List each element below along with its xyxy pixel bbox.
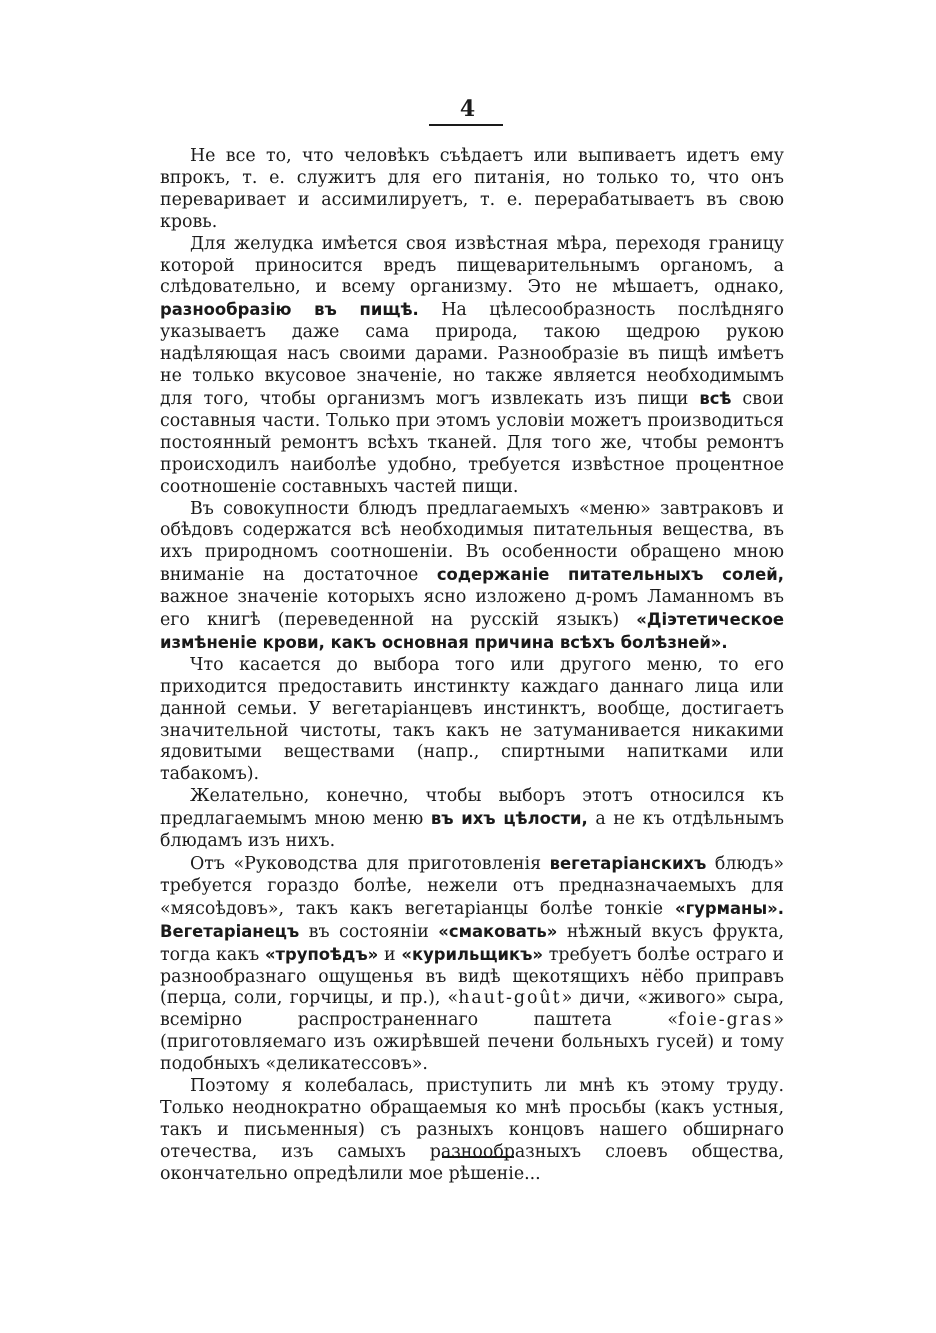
text-run: Желательно, конечно, чтобы выборъ этотъ относился къ предлагаемымъ мною меню (160, 786, 784, 830)
paragraph (160, 499, 784, 655)
body-text (160, 146, 784, 1186)
header-rule (429, 124, 503, 126)
text-run: » (приготовляемаго изъ ожирѣвшей печени больныхъ гусей) и тому подобныхъ «деликатессовъ». (160, 1010, 784, 1075)
text-run: На цѣлесообразность послѣдняго указываетъ даже сама природа, такою щедрою рукою надѣляющая насъ своими дарами. Разнообразіе въ пищѣ имѣетъ не только вкусовое значеніе, но также является необходимымъ для того, чтобы организмъ могъ извлекать изъ пищи (160, 300, 785, 409)
bold-emphasis: «курильщикъ» (401, 944, 543, 964)
paragraph (160, 853, 784, 1076)
text-run: блюдъ» требуется гораздо болѣе, нежели отъ предназначаемыхъ для «мясоѣдовъ», такъ какъ вегетаріанцы болѣе тонкіе (160, 854, 784, 919)
text-run: нѣжный вкусъ фрукта, тогда какъ (160, 921, 784, 965)
end-rule (442, 1156, 514, 1158)
text-run: Для желудка имѣется своя извѣстная мѣра, переходя границу которой приносится вредъ пищеварительнымъ органомъ, а слѣдовательно, и всему организму. Это не мѣшаетъ, однако, (160, 233, 784, 298)
text-run: Поэтому я колебалась, приступить ли мнѣ къ этому труду. Только неоднократно обращаемыя ко мнѣ просьбы (какъ устныя, такъ и письменныя) съ разныхъ концовъ нашего обширнаго отечества, изъ самыхъ разнообразныхъ слоевъ общества, окончательно опредѣлили мое рѣшеніе... (160, 1076, 784, 1184)
paragraph (160, 655, 784, 786)
bold-emphasis: разнообразію въ пищѣ. (160, 300, 419, 320)
bold-emphasis: содержаніе питательныхъ солей, (436, 565, 784, 585)
bold-emphasis: вегетаріанскихъ (549, 854, 707, 873)
text-run: свои составныя части. Только при этомъ условіи можетъ производиться постоянный ремонтъ всѣхъ тканей. Для того же, чтобы ремонтъ происходилъ наиболѣе удобно, требуется извѣстное процентное соотношеніе составныхъ частей пищи. (160, 388, 784, 497)
text-run: въ состояніи (299, 921, 439, 942)
bold-emphasis: «смаковать» (438, 921, 558, 941)
page-number: 4 (459, 96, 477, 122)
text-run: Не все то, что человѣкъ съѣдаетъ или выпиваетъ идетъ ему впрокъ, т. е. служитъ для его питанія, но только то, что онъ переваривает и ассимилируетъ, т. е. перерабатываетъ въ свою кровь. (160, 146, 784, 232)
paragraph (160, 234, 784, 499)
bold-emphasis: въ ихъ цѣлости, (430, 809, 588, 829)
text-run: и (378, 944, 402, 965)
bold-emphasis: всѣ (699, 388, 732, 408)
text-run: Что касается до выбора того или другого меню, то его приходится предоставить инстинкту каждаго даннаго лица или данной семьи. У вегетаріанцевъ инстинктъ, вообще, достигаетъ значительной чистоты, такъ какъ не затуманивается никакими ядовитыми веществами (напр., спиртными напитками или табакомъ). (160, 654, 784, 785)
paragraph (160, 146, 784, 234)
text-run: требуетъ болѣе остраго и разнообразнаго ощущенья въ видѣ щекотящихъ нёбо приправъ (перца, соли, горчицы, и пр.), « (160, 944, 785, 1009)
text-run: » дичи, «живого» сыра, всемірно распространеннаго паштета « (160, 988, 784, 1031)
spaced-emphasis: foie-gras (677, 1010, 774, 1031)
paragraph (160, 786, 784, 853)
spaced-emphasis: haut-goût (458, 988, 562, 1009)
text-run: Отъ «Руководства для приготовленія (190, 854, 550, 874)
text-run: важное значеніе которыхъ ясно изложено д-ромъ Ламанномъ въ его книгѣ (переведенной на русскій языкъ) (160, 587, 784, 631)
paragraph (160, 1076, 784, 1186)
bold-emphasis: «гурманы». Вегетаріанецъ (160, 898, 784, 941)
bold-emphasis: «трупоѣдъ» (264, 944, 379, 964)
text-run: Въ совокупности блюдъ предлагаемыхъ «меню» завтраковъ и обѣдовъ содержатся всѣ необходимыя питательныя вещества, въ ихъ природномъ соотношеніи. Въ особенности обращено мною вниманіе на достаточное (160, 498, 784, 586)
bold-emphasis: «Діэтетическое измѣненіе крови, какъ основная причина всѣхъ болѣзней». (160, 610, 784, 652)
text-run: а не къ отдѣльнымъ блюдамъ изъ нихъ. (160, 809, 784, 852)
